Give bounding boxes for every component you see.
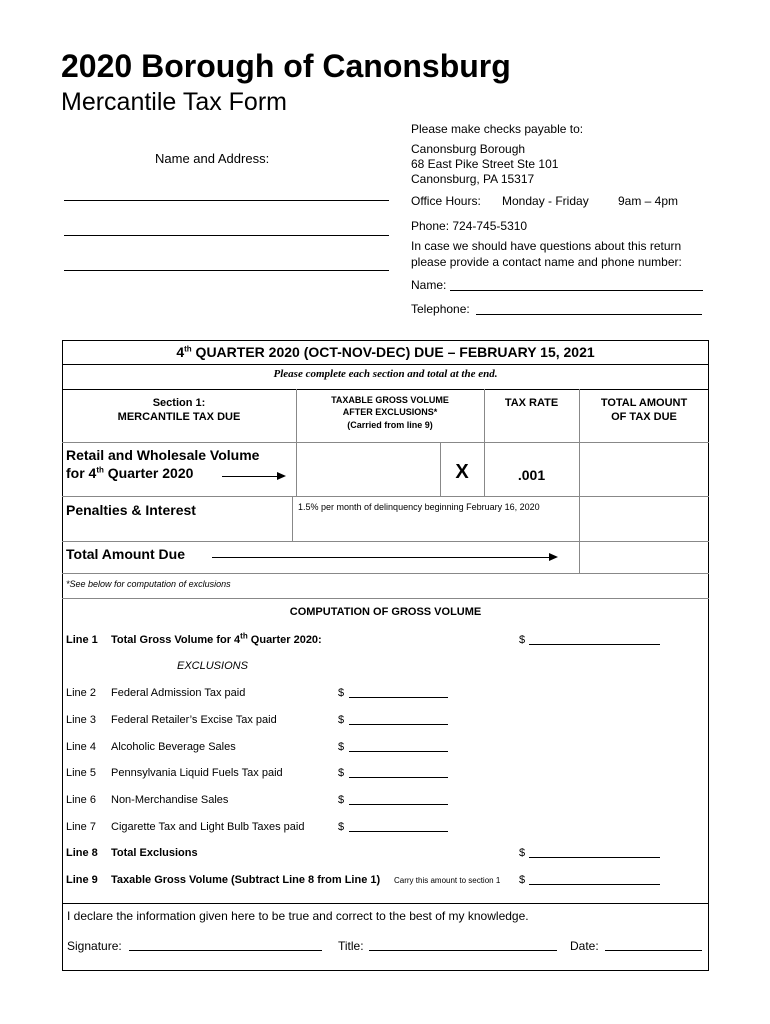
col-total-line2: OF TAX DUE [611,411,677,423]
address-line-2[interactable] [64,235,389,236]
exclusion-line-number: Line 4 [66,741,96,753]
exclusion-line-number: Line 2 [66,687,96,699]
multiply-symbol: X [455,461,469,483]
line9-amount-field[interactable] [529,884,660,885]
line8-dollar: $ [519,847,526,859]
line9-label: Taxable Gross Volume (Subtract Line 8 from Line 1) [111,874,381,886]
retail-label-line2: for 4th Quarter 2020 [66,465,194,481]
title-field[interactable] [369,950,557,951]
form-subtitle: Mercantile Tax Form [61,88,287,116]
total-due-label: Total Amount Due [66,546,185,562]
line1-dollar: $ [519,634,526,646]
exclusion-dollar: $ [338,767,345,779]
line1-amount-field[interactable] [529,644,660,645]
line9-number: Line 9 [66,874,98,886]
payee-street: 68 East Pike Street Ste 101 [411,157,559,171]
exclusion-line-number: Line 5 [66,767,96,779]
total-arrow [212,557,556,558]
exclusion-amount-field[interactable] [349,697,448,698]
name-and-address-label: Name and Address: [155,151,270,166]
address-line-1[interactable] [64,200,389,201]
payee-phone: Phone: 724-745-5310 [411,219,528,233]
date-label: Date: [570,939,599,953]
office-hours-label: Office Hours: [411,194,481,208]
exclusion-amount-field[interactable] [349,777,448,778]
checks-payable-text: Please make checks payable to: [411,122,584,136]
exclusion-line-label: Federal Admission Tax paid [111,687,246,699]
line8-amount-field[interactable] [529,857,660,858]
exclusion-dollar: $ [338,741,345,753]
exclusion-dollar: $ [338,821,345,833]
tax-due-field[interactable] [580,443,708,495]
contact-name-field[interactable] [450,290,703,291]
title-label: Title: [338,939,364,953]
computation-heading: COMPUTATION OF GROSS VOLUME [289,606,482,618]
line9-dollar: $ [519,874,526,886]
exclusion-amount-field[interactable] [349,751,448,752]
exclusion-line-label: Non-Merchandise Sales [111,794,229,806]
declaration-text: I declare the information given here to be true and correct to the best of my knowledge. [67,909,529,923]
section-name: MERCANTILE TAX DUE [117,411,241,423]
total-due-field[interactable] [580,542,708,572]
divider [62,598,709,599]
exclusions-heading: EXCLUSIONS [177,660,248,672]
questions-line-1: In case we should have questions about this return [411,239,682,253]
line8-label: Total Exclusions [111,847,198,859]
divider [484,389,485,442]
payee-org: Canonsburg Borough [411,142,526,156]
divider [62,573,709,574]
exclusion-dollar: $ [338,687,345,699]
contact-name-label: Name: [411,278,447,292]
exclusion-line-label: Alcoholic Beverage Sales [111,741,236,753]
exclusion-line-number: Line 7 [66,821,96,833]
office-times: 9am – 4pm [618,194,679,208]
signature-field[interactable] [129,950,322,951]
col-total-line1: TOTAL AMOUNT [600,397,688,409]
questions-line-2: please provide a contact name and phone number: [411,255,682,269]
exclusion-line-number: Line 3 [66,714,96,726]
exclusion-line-label: Pennsylvania Liquid Fuels Tax paid [111,767,283,779]
retail-arrow [222,476,284,477]
line9-note: Carry this amount to section 1 [394,876,501,885]
quarter-heading: 4th QUARTER 2020 (OCT-NOV-DEC) DUE – FEBRUARY 15, 2021 [176,344,595,360]
divider [62,903,709,904]
form-title: 2020 Borough of Canonsburg [61,48,511,84]
penalties-label: Penalties & Interest [66,502,196,518]
exclusion-dollar: $ [338,714,345,726]
office-days: Monday - Friday [502,194,589,208]
section-label: Section 1: [152,397,206,409]
exclusion-line-number: Line 6 [66,794,96,806]
col-taxable-line2: AFTER EXCLUSIONS* [342,407,438,417]
divider [292,496,293,541]
col-tax-rate: TAX RATE [504,397,559,409]
col-taxable-line3: (Carried from line 9) [347,420,433,430]
exclusion-amount-field[interactable] [349,831,448,832]
date-field[interactable] [605,950,702,951]
tax-rate-value: .001 [517,467,546,483]
penalties-field[interactable] [580,497,708,540]
address-line-3[interactable] [64,270,389,271]
line8-number: Line 8 [66,847,98,859]
penalties-note: 1.5% per month of delinquency beginning February 16, 2020 [298,502,540,512]
payee-city: Canonsburg, PA 15317 [411,172,535,186]
line1-label: Total Gross Volume for 4th Quarter 2020: [111,631,322,646]
instruction-text: Please complete each section and total at the end. [273,368,498,380]
contact-phone-field[interactable] [476,314,702,315]
line1-number: Line 1 [66,634,98,646]
exclusion-amount-field[interactable] [349,804,448,805]
contact-phone-label: Telephone: [411,302,470,316]
retail-label-line1: Retail and Wholesale Volume [66,447,260,463]
signature-label: Signature: [67,939,122,953]
taxable-volume-field[interactable] [297,443,440,495]
exclusion-amount-field[interactable] [349,724,448,725]
exclusions-note: *See below for computation of exclusions [66,579,231,589]
col-taxable-line1: TAXABLE GROSS VOLUME [331,395,449,405]
divider [62,364,709,365]
exclusion-line-label: Cigarette Tax and Light Bulb Taxes paid [111,821,305,833]
exclusion-line-label: Federal Retailer’s Excise Tax paid [111,714,277,726]
exclusion-dollar: $ [338,794,345,806]
divider [62,389,709,390]
